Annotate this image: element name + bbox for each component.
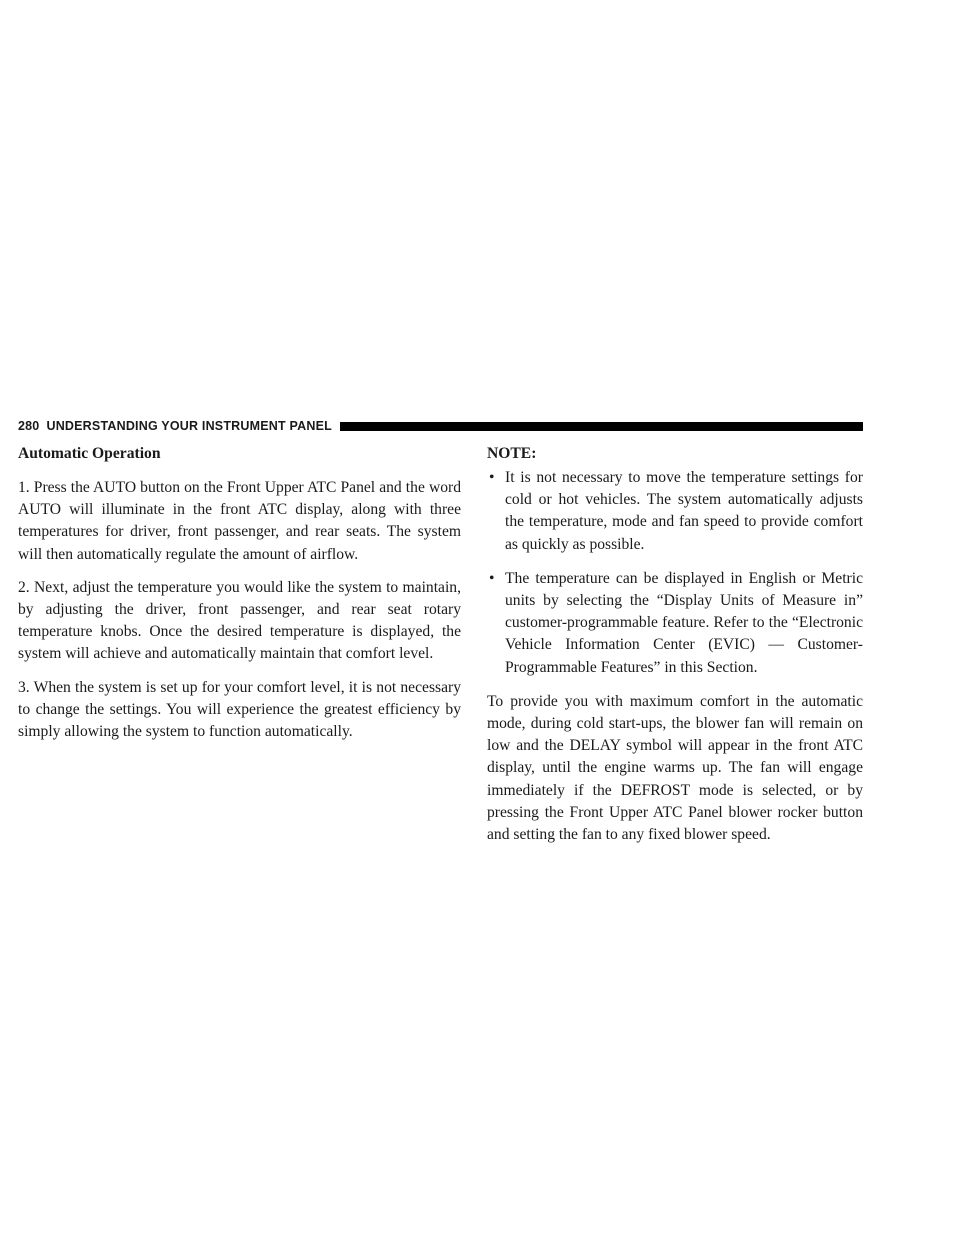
note-item: [487, 568, 863, 679]
step-1-paragraph: 1. Press the AUTO button on the Front Upper ATC Panel and the word AUTO will illuminate in the front ATC display, along with three temperatures for driver, front passenger, and rear seats. The system will then automatically regulate the amount of airflow.: [18, 479, 461, 563]
bullet-icon: •: [489, 569, 495, 587]
note-label: NOTE:: [487, 445, 537, 462]
note-text: It is not necessary to move the temperature settings for cold or hot vehicles. The system automatically adjusts the temperature, mode and fan speed to provide comfort as quickly as possible.: [505, 469, 863, 553]
page-header: [18, 418, 863, 434]
header-rule: [340, 422, 863, 431]
note-list: [487, 467, 863, 679]
bullet-icon: •: [489, 469, 495, 486]
note-text: The temperature can be displayed in English or Metric units by selecting the “Display Units of Measure in” customer-programmable feature. Refer to the “Electronic Vehicle Information Center (EVIC) — Customer-Programmable Features” in this Section.: [505, 569, 863, 676]
note-item: [487, 467, 863, 556]
comfort-paragraph: To provide you with maximum comfort in the automatic mode, during cold start-ups, the blower fan will remain on low and the DELAY symbol will appear in the front ATC display, until the engine warms up. The fan will engage immediately if the DEFROST mode is selected, or by pressing the Front Upper ATC Panel blower rocker button and setting the fan to any fixed blower speed.: [487, 692, 863, 844]
section-heading: Automatic Operation: [18, 445, 161, 462]
page-number: 280: [18, 419, 40, 433]
left-column: [18, 443, 461, 754]
step-2-paragraph: 2. Next, adjust the temperature you would like the system to maintain, by adjusting the driver, front passenger, and rear seat rotary temperature knobs. Once the desired temperature is displayed, the system will achieve and automatically maintain that comfort level.: [18, 578, 461, 663]
step-3-paragraph: 3. When the system is set up for your comfort level, it is not necessary to change the settings. You will experience the greatest efficiency by simply allowing the system to function automatically.: [18, 678, 461, 741]
right-column: [487, 443, 863, 857]
section-title: UNDERSTANDING YOUR INSTRUMENT PANEL: [46, 419, 332, 433]
